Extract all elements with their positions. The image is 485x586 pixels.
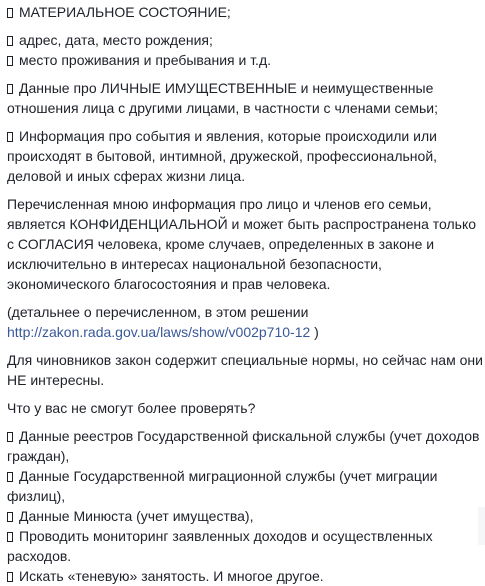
paragraph-events (7, 126, 479, 186)
text-line: отношения лица с другими лицами, в частности с членами семьи; (7, 100, 438, 116)
text-line: происходят в бытовой, интимной, дружеской, профессиональной, (7, 148, 438, 164)
paragraph-confidential (7, 194, 479, 294)
bullet-icon (7, 472, 13, 482)
text-line: Информация про события и явления, которые происходили или (19, 128, 437, 144)
text-line: адрес, дата, место рождения; (19, 32, 213, 48)
text-line: (детальнее о перечисленном, в этом решении (7, 304, 309, 320)
text-line: Данные Государственной миграционной службы (учет миграции (19, 468, 438, 484)
text-line: исключительно в интересах национальной безопасности, (7, 256, 382, 272)
bullet-icon (7, 572, 13, 582)
paragraph-address (7, 30, 479, 70)
paragraph-checks-list (7, 426, 479, 586)
bullet-icon (7, 432, 13, 442)
bullet-icon (7, 532, 13, 542)
text-line: ) (314, 324, 319, 340)
text-line: Для чиновников закон содержит специальные нормы, но сейчас нам они (7, 352, 483, 368)
paragraph-details (7, 302, 479, 342)
bullet-icon (7, 8, 13, 18)
text-line: НЕ интересны. (7, 372, 105, 388)
text-line: МАТЕРИАЛЬНОЕ СОСТОЯНИЕ; (19, 4, 231, 20)
paragraph-personal-relations (7, 78, 479, 118)
text-line: расходов. (7, 548, 72, 564)
bullet-icon (7, 36, 13, 46)
post-content (7, 2, 483, 586)
law-decision-link[interactable]: http://zakon.rada.gov.ua/laws/show/v002p710-12 (7, 324, 311, 340)
paragraph-officials (7, 350, 483, 390)
text-line: физлиц), (7, 488, 66, 504)
text-line: Перечисленная мною информация про лицо и членов его семьи, (7, 196, 432, 212)
bullet-icon (7, 84, 13, 94)
text-line: деловой и иных сферах жизни лица. (7, 168, 246, 184)
paragraph-question (7, 398, 479, 418)
text-line: Данные реестров Государственной фискальной службы (учет доходов (19, 428, 480, 444)
paragraph-material-status (7, 2, 479, 22)
text-line: экономического благосостояния и прав человека. (7, 276, 331, 292)
text-line: Проводить мониторинг заявленных доходов и осуществленных (19, 528, 433, 544)
text-line: граждан), (7, 448, 70, 464)
text-line: с СОГЛАСИЯ человека, кроме случаев, определенных в законе и (7, 236, 435, 252)
bullet-icon (7, 56, 13, 66)
text-line: является КОНФИДЕНЦИАЛЬНОЙ и может быть распространена только (7, 216, 477, 232)
bullet-icon (7, 512, 13, 522)
text-line: Данные Минюста (учет имущества), (19, 508, 254, 524)
text-line: Искать «теневую» занятость. И многое другое. (19, 568, 324, 584)
bullet-icon (7, 132, 13, 142)
text-line: Что у вас не смогут более проверять? (7, 400, 256, 416)
text-line: Данные про ЛИЧНЫЕ ИМУЩЕСТВЕННЫЕ и неимущественные (19, 80, 434, 96)
text-line: место проживания и пребывания и т.д. (19, 52, 272, 68)
scrollbar-track[interactable] (478, 507, 485, 545)
